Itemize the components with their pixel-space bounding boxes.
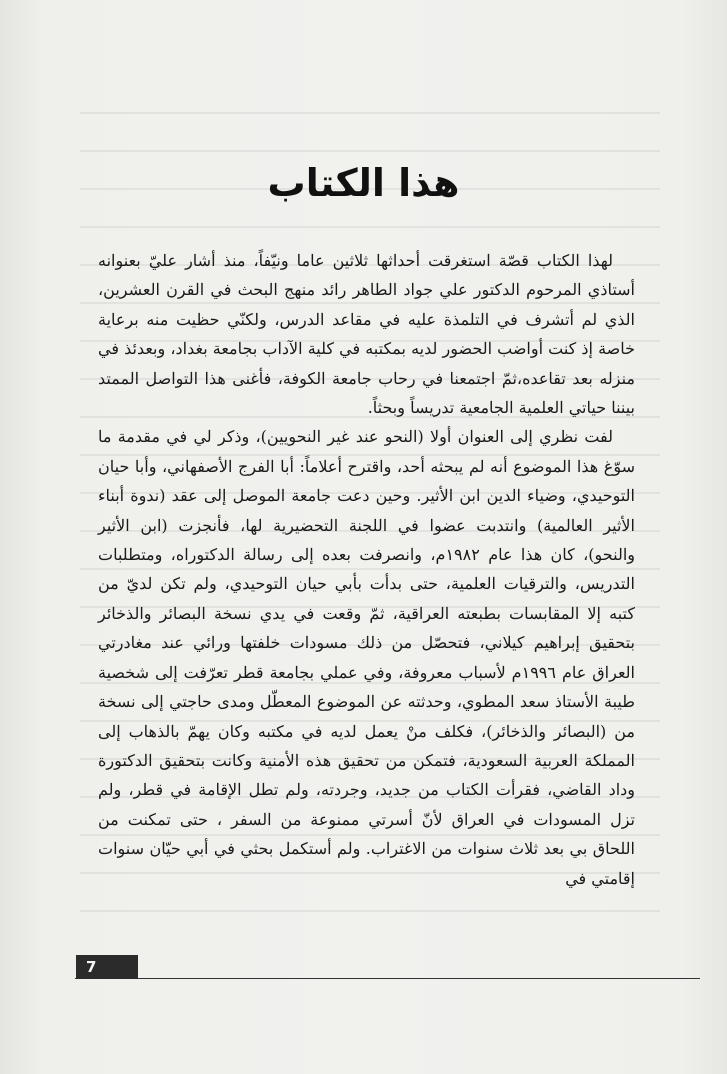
paragraph-1: لهذا الكتاب قصّة استغرقت أحداثها ثلاثين عاما ونيّفاً، منذ أشار عليّ بعنوانه أستاذي المرحوم الدكتور علي جواد الطاهر رائد منهج البحث في القرن العشرين، الذي لم أتشرف في التلمذة عليه في مقاعد الدرس، ولكنّي حظيت منه برعاية خاصة إذ كنت أواضب الحضور لديه بمكتبه في كلية الآداب بجامعة بغداد، وبعدئذ في منزله بعد تقاعده،ثمّ اجتمعنا في رحاب جامعة الكوفة، فأغنى هذا التواصل الممتد بيننا حياتي العلمية الجامعية تدريساً وبحثاً.	[98, 251, 635, 418]
body-text	[98, 246, 635, 893]
paragraph-2: لفت نظري إلى العنوان أولا (النحو عند غير النحويين)، وذكر لي في مقدمة ما سوّغ هذا الموضوع أنه لم يبحثه أحد، واقترح أعلاماً: أبا الفرج الأصفهاني، وأبا حيان التوحيدي، وضياء الدين ابن الأثير. وحين دعت جامعة الموصل إلى عقد (ندوة أبناء الأثير العالمية) وانتدبت عضوا في اللجنة التحضيرية لها، فأنجزت (ابن الأثير والنحو)، كان هذا عام ١٩٨٢م، وانصرفت بعده إلى رسالة الدكتوراه، ومتطلبات التدريس، والترقيات العلمية، حتى بدأت بأبي حيان التوحيدي، ولم تكن لديّ من كتبه إلا المقابسات بطبعته العراقية، ثمّ وقعت في يدي نسخة البصائر والذخائر بتحقيق إبراهيم كيلاني، فتحصّل من ذلك مسودات خلفتها ورائي عند مغادرتي العراق عام ١٩٩٦م لأسباب معروفة، وفي عملي بجامعة قطر تعرّفت إلى شخصية طيبة الأستاذ سعد المطوي، وحدثته عن الموضوع المعطّل ومدى حاجتي إلى نسخة من (البصائر والذخائر)، فكلف منْ يعمل لديه في مكتبه وكان يهمّ بالذهاب إلى المملكة العربية السعودية، فتمكن من تحقيق هذه الأمنية وكانت بتحقيق الدكتورة وداد القاضي، فقرأت الكتاب من جديد، وجردته، ولم تطل الإقامة في قطر، ولم تزل المسودات في العراق لأنّ أسرتي ممنوعة من السفر ، حتى تمكنت من اللحاق بي بعد ثلاث سنوات من الاغتراب. ولم أستكمل بحثي في أبي حيّان سنوات إقامتي في	[98, 427, 636, 888]
footer-rule	[75, 978, 700, 979]
page-title: هذا الكتاب	[267, 161, 460, 205]
page-number: 7	[76, 955, 138, 979]
